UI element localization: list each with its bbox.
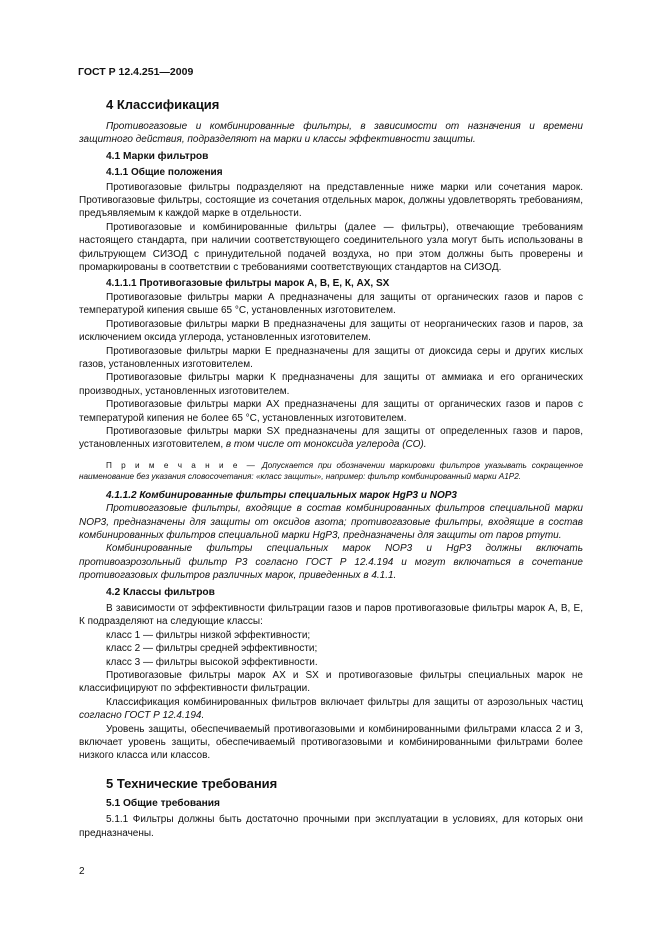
paragraph-mark-a: Противогазовые фильтры марки А предназначены для защиты от органических газов и паров с температурой кипения свыше 65 °С, установленных изготовителем. (79, 291, 583, 317)
paragraph-mark-k: Противогазовые фильтры марки К предназначены для защиты от аммиака и его органических производных, установленных изготовителем. (79, 372, 583, 397)
paragraph: Уровень защиты, обеспечиваемый противогазовыми и комбинированными фильтрами класса 2 и 3, включает уровень защиты, обеспечиваемый противогазовыми и комбинированными фильтрами более низкого класса или классов. (79, 723, 583, 762)
page-number: 2 (79, 866, 85, 877)
document-header-code: ГОСТ Р 12.4.251—2009 (78, 66, 194, 78)
paragraph: Противогазовые фильтры подразделяют на представленные ниже марки или сочетания марок. Противогазовые фильтры, состоящие из сочетания отдельных марок, должны удовлетворять требованиям, предъявляемым к каждой марке в отдельности. (79, 181, 583, 220)
paragraph-mark-ax: Противогазовые фильтры марки АХ предназначены для защиты от органических газов и паров с температурой кипения не более 65 °С, установленных изготовителем. (79, 399, 583, 424)
note-label: П р и м е ч а н и е — (106, 460, 258, 470)
paragraph-mark-e: Противогазовые фильтры марки Е предназначены для защиты от диоксида серы и других кислых газов, установленных изготовителем. (79, 345, 583, 370)
class-3-item: класс 3 — фильтры высокой эффективности. (106, 656, 318, 668)
note-text: Допускается при обозначении маркировки фильтров указывать сокращенное наименование без указания словосочетания: «класс защиты», например: фильтр комбинированный марки А1Р2. (79, 460, 583, 482)
paragraph: Противогазовые фильтры, входящие в состав комбинированных фильтров специальной марки NOP3, предназначены для защиты от оксидов азота; противогазовые фильтры, входящие в состав комбинированных фильтров специальной марки HgP3, предназначены для защиты от паров ртути. (79, 503, 583, 541)
class-1-item: класс 1 — фильтры низкой эффективности; (106, 629, 311, 641)
paragraph-mark-sx (79, 425, 583, 452)
document-body (79, 97, 583, 840)
note (79, 460, 583, 483)
subsection-5-1-heading: 5.1 Общие требования (106, 797, 220, 809)
subsection-4-1-heading: 4.1 Марки фильтров (106, 150, 209, 162)
paragraph (79, 696, 583, 723)
classification-ref: согласно ГОСТ Р 12.4.194. (79, 710, 205, 722)
paragraph: Противогазовые и комбинированные фильтры (далее — фильтры), отвечающие требованиям настоящего стандарта, при наличии соответствующего соединительного узла могут быть использованы в фильтрующем СИЗОД с принудительной подачей воздуха, но при этом должны быть проверены и промаркированы в соответствии с требованиями соответствующих стандартов на СИЗОД. (79, 221, 583, 274)
class-2-item: класс 2 — фильтры средней эффективности; (106, 643, 318, 655)
subsection-4-1-1-heading: 4.1.1 Общие положения (106, 167, 223, 179)
paragraph: 5.1.1 Фильтры должны быть достаточно прочными при эксплуатации в условиях, для которых они предназначены. (79, 814, 583, 839)
classification-text: Классификация комбинированных фильтров включает фильтры для защиты от аэрозольных частиц (106, 696, 583, 708)
subsection-4-1-1-1-heading: 4.1.1.1 Противогазовые фильтры марок А, В, Е, К, АХ, SX (106, 278, 390, 290)
subsection-4-1-1-2-heading: 4.1.1.2 Комбинированные фильтры специальных марок HgP3 и NOP3 (106, 489, 457, 501)
section-5-heading: 5 Технические требования (106, 775, 278, 791)
paragraph-mark-b: Противогазовые фильтры марки В предназначены для защиты от неорганических газов и паров, за исключением оксида углерода, установленных изготовителем. (79, 318, 583, 344)
mark-sx-italic: в том числе от моноксида углерода (СО). (225, 439, 427, 451)
paragraph: Противогазовые фильтры марок АХ и SX и противогазовые фильтры специальных марок не классифицируют по эффективности фильтрации. (79, 670, 583, 695)
section-4-intro: Противогазовые и комбинированные фильтры, в зависимости от назначения и времени защитного действия, подразделяют на марки и классы эффективности защиты. (79, 121, 583, 146)
mark-sx-text: Противогазовые фильтры марки SX предназначены для защиты от определенных газов и паров, установленных изготовителем, (79, 425, 583, 451)
paragraph: В зависимости от эффективности фильтрации газов и паров противогазовые фильтры марок А, В, Е, К подразделяют на следующие классы: (79, 603, 583, 628)
subsection-4-2-heading: 4.2 Классы фильтров (106, 586, 215, 598)
section-4-heading: 4 Классификация (106, 97, 220, 112)
paragraph: Комбинированные фильтры специальных марок NOP3 и HgP3 должны включать противоаэрозольный фильтр Р3 согласно ГОСТ Р 12.4.194 и могут включаться в сочетание противогазовых фильтров различных марок, приведенных в 4.1.1. (79, 543, 583, 582)
